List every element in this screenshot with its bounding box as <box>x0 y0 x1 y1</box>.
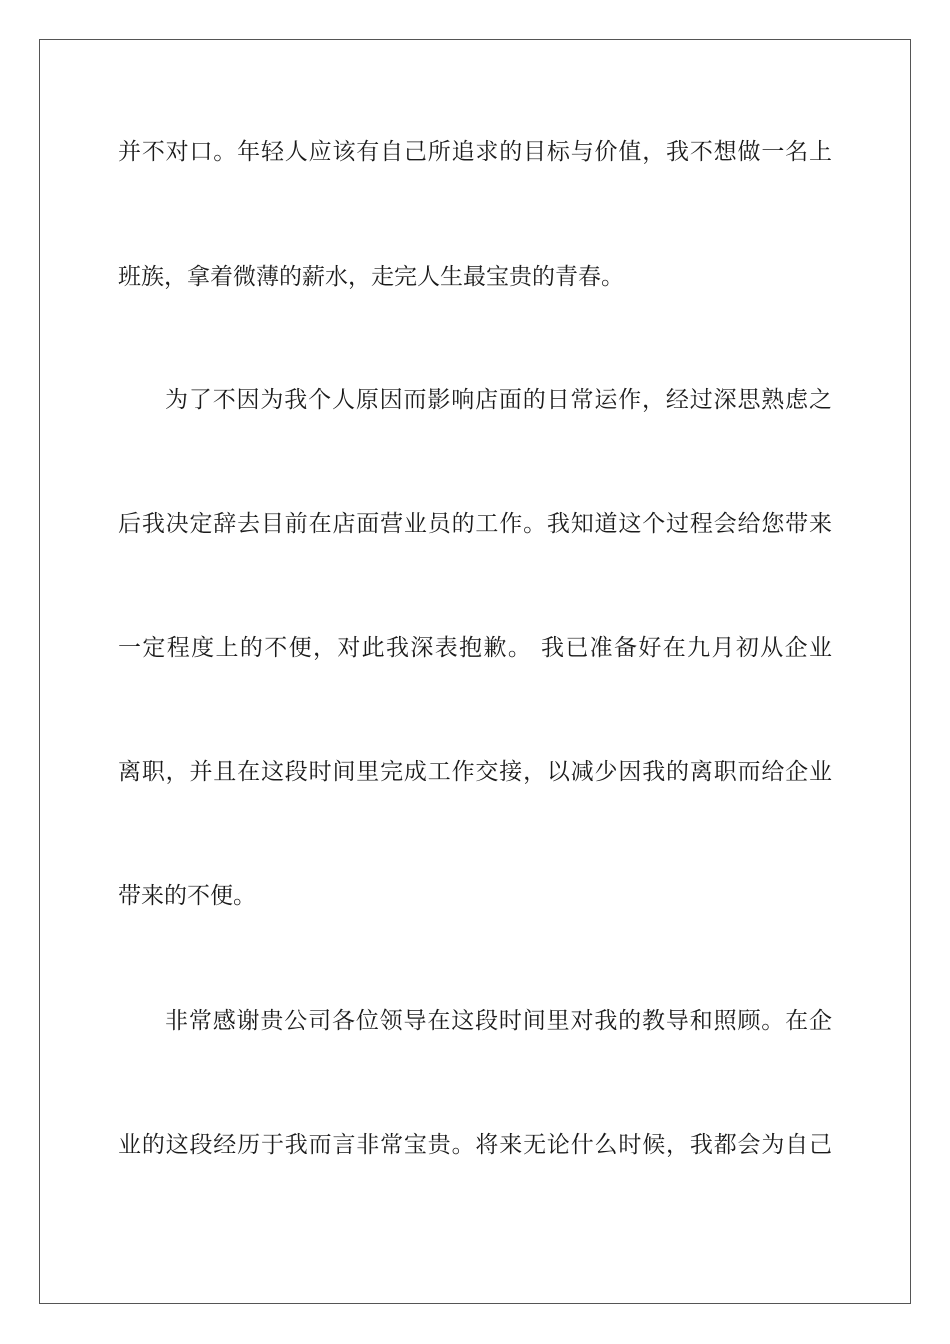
text-line-6: 离职，并且在这段时间里完成工作交接，以减少因我的离职而给企业 <box>118 759 832 785</box>
text-line-7: 带来的不便。 <box>118 883 256 909</box>
paragraph-start-line: 为了不因为我个人原因而影响店面的日常运作，经过深思熟虑之 <box>165 387 832 413</box>
text-line-9: 业的这段经历于我而言非常宝贵。将来无论什么时候，我都会为自己 <box>118 1132 832 1158</box>
text-line-2: 班族，拿着微薄的薪水，走完人生最宝贵的青春。 <box>118 264 624 290</box>
paragraph-start-line: 非常感谢贵公司各位领导在这段时间里对我的教导和照顾。在企 <box>165 1008 832 1034</box>
text-line-1: 并不对口。年轻人应该有自己所追求的目标与价值，我不想做一名上 <box>118 139 832 165</box>
text-line-4: 后我决定辞去目前在店面营业员的工作。我知道这个过程会给您带来 <box>118 511 832 537</box>
text-line-5: 一定程度上的不便，对此我深表抱歉。 我已准备好在九月初从企业 <box>118 635 832 661</box>
page-border <box>39 39 911 1304</box>
